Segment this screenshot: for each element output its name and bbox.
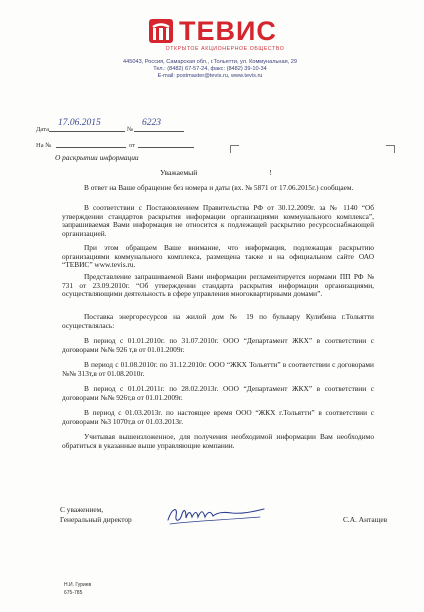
reference-date-line [138, 147, 194, 148]
paragraph-9: В период с 01.03.2013г. по настоящее время ООО “ЖКХ г.Тольятти” в соответствии с договорами №3 1070т,в от 01.03.2013г. [62, 408, 374, 426]
paragraph-8: В период с 01.01.2011г. по 28.02.2013г. ООО “Департамент ЖКХ” в соответствии с договорами №№ 926т,в от 01.01.2009г. [62, 384, 374, 402]
greeting [160, 168, 272, 177]
company-email: E-mail: postmaster@tevis.ru, www.tevis.ru [157, 73, 263, 79]
reference-from: от [129, 142, 136, 149]
greeting-mark: ! [269, 168, 272, 177]
date-value: 17.06.2015 [58, 118, 101, 128]
paragraph-3: При этом обращаем Ваше внимание, что информация, подлежащая раскрытию организациями коммунального комплекса, размещена также и на официальном сайте ОАО “ТЕВИС” www.tevis.ru. [62, 243, 374, 269]
reference-label: На № [36, 142, 52, 149]
address-bracket-left [230, 145, 239, 153]
company-logo [148, 17, 277, 45]
date-label: Дата [36, 126, 49, 133]
closing-block [60, 505, 132, 525]
signatory-name: С.А. Антащев [343, 515, 388, 524]
paragraph-10: Учитывая вышеизложенное, для получения необходимой информации Вам необходимо обратиться в указанные выше управляющие компании. [62, 432, 374, 450]
paragraph-4: Представление запрашиваемой Вами информации регламентируется нормами ПП РФ № 731 от 23.09.2010г. “Об утверждении стандарта раскрытия информации организациями, осуществляющими деятельность в сфере управления многоквартирными домами”. [62, 272, 374, 298]
number-underline [134, 131, 184, 132]
closing-position: Генеральный директор [60, 515, 132, 524]
paragraph-6: В период с 01.01.2010г. по 31.07.2010г. ООО “Департамент ЖКХ” в соответствии с договорами №№ 926 т,в от 01.01.2009г. [62, 336, 374, 354]
closing-regards: С уважением, [60, 505, 104, 514]
number-sign: № [127, 126, 134, 133]
company-name: ТЕВИС [179, 16, 277, 46]
executor-name: Н.И. Гуриев [64, 582, 92, 588]
greeting-word: Уважаемый [160, 168, 198, 177]
reference-number-line [56, 147, 126, 148]
company-address: 445043, Россия, Самарская обл., г.Тольятти, ул. Коммунальная, 29 [123, 59, 297, 65]
company-phone: Тел.: (8482) 67-57-24, факс: (8482) 39-10-34 [153, 66, 267, 72]
number-value: 6223 [142, 118, 161, 128]
address-bracket-right [386, 145, 395, 153]
company-form: ОТКРЫТОЕ АКЦИОНЕРНОЕ ОБЩЕСТВО [165, 46, 285, 52]
paragraph-7: В период с 01.08.2010г. по 31.12.2010г. ООО “ЖКХ Тольятти” в соответствии с договорами №№ 313т,в от 01.08.2010г. [62, 360, 374, 378]
paragraph-5: Поставка энергоресурсов на жилой дом № 19 по бульвару Кулибина г.Тольятти осуществлялась: [62, 312, 374, 330]
date-underline [49, 131, 125, 132]
paragraph-1: В ответ на Ваше обращение без номера и даты (вх. № 5871 от 17.06.2015г.) сообщаем. [84, 183, 354, 192]
tevis-logo-icon [148, 18, 174, 44]
paragraph-2: В соответствии с Постановлением Правительства РФ от 30.12.2009г. за № 1140 “Об утверждении стандартов раскрытия информации организациями коммунального комплекса”, запрашиваемая Вами информация не относится к подлежащей раскрытию ресурсоснабжающей организацией. [62, 203, 374, 238]
handwritten-signature [162, 500, 270, 530]
executor-phone: 675-785 [64, 590, 83, 596]
letter-subject: О раскрытии информации [55, 153, 139, 162]
